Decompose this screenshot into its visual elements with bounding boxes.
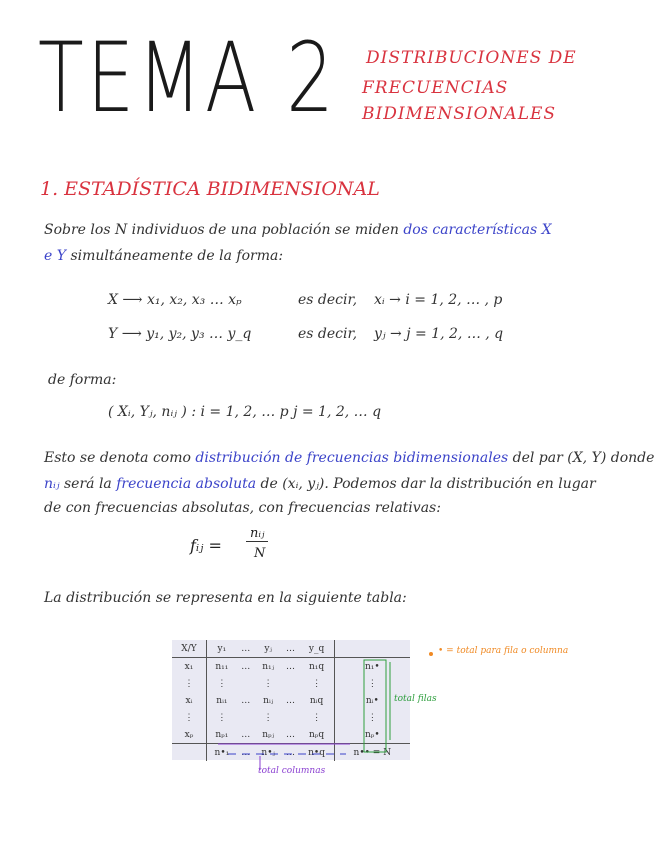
p3-text-b: de (xᵢ, yⱼ). Podemos dar la distribución en lugar <box>260 476 596 492</box>
orange-note: • = total para fila o columna <box>438 646 569 656</box>
y-line-right: yⱼ → j = 1, 2, … , q <box>374 326 504 342</box>
table-cell: … <box>237 744 255 762</box>
tema-title: TEMA 2 <box>38 22 338 134</box>
table-cell: ⋮ <box>172 675 207 692</box>
formula-lhs: fᵢⱼ = <box>190 536 222 555</box>
table-cell: nₚ₁ <box>215 729 229 740</box>
table-cell: nₚ• <box>334 726 410 744</box>
p1b-highlight: e Y <box>44 248 66 264</box>
tuple-line: ( Xᵢ, Yⱼ, nᵢⱼ ) : i = 1, 2, … p j = 1, 2, … q <box>108 404 382 420</box>
table-cell: ⋮ <box>263 678 273 689</box>
table-cell: y_q <box>300 640 335 658</box>
table-cell: … <box>237 640 255 658</box>
de-forma: de forma: <box>48 372 117 388</box>
table-cell: nₚⱼ <box>262 729 275 740</box>
subtitle-line-2: FRECUENCIAS <box>362 78 509 98</box>
p3-highlight-1: nᵢⱼ <box>44 476 60 492</box>
table-cell: y₁ <box>207 640 237 658</box>
y-line-left: Y ⟶ y₁, y₂, y₃ … y_q <box>108 326 252 342</box>
x-line-right: xᵢ → i = 1, 2, … , p <box>374 292 503 308</box>
table-cell: … <box>286 695 296 706</box>
table-cell: n•q <box>300 744 335 762</box>
p2-highlight: distribución de frecuencias bidimensionales <box>195 450 509 466</box>
table-cell: nᵢ• <box>334 692 410 709</box>
table-cell: n₁• <box>334 658 410 676</box>
table-cell: x₁ <box>172 658 207 676</box>
table-cell: … <box>286 661 296 672</box>
table-cell: n•ⱼ <box>255 744 282 762</box>
table-cell: ⋮ <box>263 712 273 723</box>
table-cell: n₁₁ <box>215 661 229 672</box>
formula-denominator: N <box>254 546 266 561</box>
green-note: total filas <box>394 694 437 704</box>
purple-note: total columnas <box>258 766 326 776</box>
table-cell: nₚq <box>308 729 325 740</box>
p2-text-a: Esto se denota como <box>44 450 191 466</box>
p3-text-a: será la <box>63 476 112 492</box>
table-cell: n₁q <box>308 661 325 672</box>
table-cell: … <box>286 729 296 740</box>
x-line-left: X ⟶ x₁, x₂, x₃ … xₚ <box>108 292 242 308</box>
table-cell: ⋮ <box>172 709 207 726</box>
table-cell: xₚ <box>172 726 207 744</box>
p3-highlight-2: frecuencia absoluta <box>116 476 257 492</box>
table-cell: … <box>241 695 251 706</box>
table-cell: yⱼ <box>255 640 282 658</box>
subtitle-line-3: BIDIMENSIONALES <box>362 104 557 124</box>
paragraph-5: La distribución se representa en la siguiente tabla: <box>44 590 407 606</box>
y-line-mid: es decir, <box>298 326 358 342</box>
paragraph-4: de con frecuencias absolutas, con frecuencias relativas: <box>44 500 441 516</box>
p1-text: Sobre los N individuos de una población se miden <box>44 222 399 238</box>
table-cell: ⋮ <box>334 709 410 726</box>
formula-numerator: nᵢⱼ <box>246 526 268 542</box>
table-cell: ⋮ <box>312 678 322 689</box>
x-line-mid: es decir, <box>298 292 358 308</box>
table-cell: ⋮ <box>217 678 227 689</box>
subtitle-line-1: DISTRIBUCIONES DE <box>366 48 577 68</box>
table-cell: … <box>241 729 251 740</box>
table-cell: … <box>282 744 300 762</box>
table-cell: nᵢq <box>309 695 324 706</box>
table-cell: xᵢ <box>172 692 207 709</box>
table-cell: … <box>241 661 251 672</box>
table-cell: n•• = N <box>334 744 410 762</box>
table-cell: X/Y <box>172 640 207 658</box>
p1-highlight: dos características X <box>403 222 552 238</box>
table-cell: n₁ⱼ <box>262 661 275 672</box>
section-title: 1. ESTADÍSTICA BIDIMENSIONAL <box>40 178 380 200</box>
table-cell: ⋮ <box>312 712 322 723</box>
p1b-text: simultáneamente de la forma: <box>70 248 284 264</box>
table-cell: ⋮ <box>217 712 227 723</box>
table-cell: nᵢⱼ <box>263 695 274 706</box>
p2-text-b: del par (X, Y) donde <box>512 450 654 466</box>
orange-dot <box>429 652 433 656</box>
table-cell: … <box>282 640 300 658</box>
green-total-box <box>364 660 386 752</box>
table-cell: nᵢ₁ <box>216 695 228 706</box>
table-cell: n•₁ <box>207 744 237 762</box>
table-cell: ⋮ <box>334 675 410 692</box>
